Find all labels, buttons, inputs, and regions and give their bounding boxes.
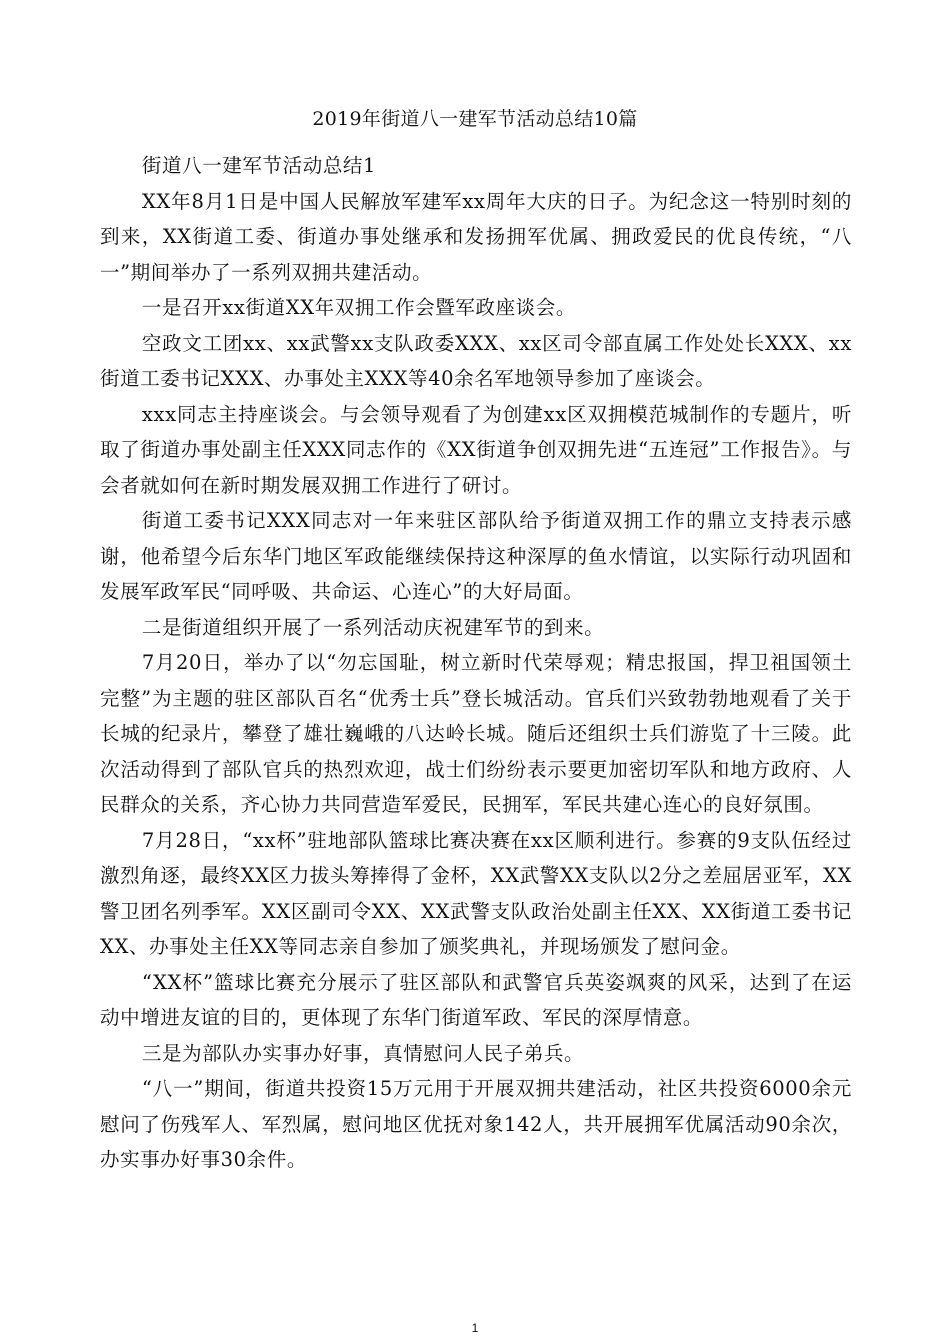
- paragraph: xxx同志主持座谈会。与会领导观看了为创建xx区双拥模范城制作的专题片，听取了街道办事处副主任XXX同志作的《XX街道争创双拥先进“五连冠”工作报告》。与会者就如何在新时期发展双拥工作进行了研讨。: [100, 402, 852, 497]
- paragraph: 7月28日，“xx杯”驻地部队篮球比赛决赛在xx区顺利进行。参赛的9支队伍经过激烈角逐，最终XX区力拔头筹捧得了金杯，XX武警XX支队以2分之差屈居亚军，XX警卫团名列季军。XX区副司令XX、XX武警支队政治处副主任XX、XX街道工委书记XX、办事处主任XX等同志亲自参加了颁奖典礼，并现场颁发了慰问金。: [100, 828, 852, 958]
- paragraph: 三是为部队办实事办好事，真情慰问人民子弟兵。: [141, 1041, 585, 1065]
- paragraph: XX年8月1日是中国人民解放军建军xx周年大庆的日子。为纪念这一特别时刻的到来，XX街道工委、街道办事处继承和发扬拥军优属、拥政爱民的优良传统，“八一”期间举办了一系列双拥共建活动。: [100, 189, 852, 284]
- paragraph: “XX杯”篮球比赛充分展示了驻区部队和武警官兵英姿飒爽的风采，达到了在运动中增进友谊的目的，更体现了东华门街道军政、军民的深厚情意。: [100, 970, 852, 1029]
- page-number: 1: [471, 1321, 479, 1335]
- paragraph: 空政文工团xx、xx武警xx支队政委XXX、xx区司令部直属工作处处长XXX、xx街道工委书记XXX、办事处主XXX等40余名军地领导参加了座谈会。: [100, 331, 852, 390]
- paragraph: 街道工委书记XXX同志对一年来驻区部队给予街道双拥工作的鼎立支持表示感谢，他希望今后东华门地区军政能继续保持这种深厚的鱼水情谊，以实际行动巩固和发展军政军民“同呼吸、共命运、心连心”的大好局面。: [100, 509, 852, 603]
- document-title: 2019年街道八一建军节活动总结10篇: [312, 108, 638, 130]
- paragraph: 二是街道组织开展了一系列活动庆祝建军节的到来。: [141, 615, 605, 639]
- paragraph: “八一”期间，街道共投资15万元用于开展双拥共建活动，社区共投资6000余元慰问了伤残军人、军烈属，慰问地区优抚对象142人，共开展拥军优属活动90余次，办实事办好事30余件。: [100, 1077, 852, 1171]
- paragraph: 一是召开xx街道XX年双拥工作会暨军政座谈会。: [141, 296, 576, 319]
- section-heading: 街道八一建军节活动总结1: [141, 154, 377, 177]
- document-body: [100, 148, 852, 1178]
- paragraph: 7月20日，举办了以“勿忘国耻，树立新时代荣辱观；精忠报国，捍卫祖国领土完整”为主题的驻区部队百名“优秀士兵”登长城活动。官兵们兴致勃勃地观看了关于长城的纪录片，攀登了雄壮巍峨的八达岭长城。随后还组织士兵们游览了十三陵。此次活动得到了部队官兵的热烈欢迎，战士们纷纷表示要更加密切军队和地方政府、人民群众的关系，齐心协力共同营造军爱民，民拥军，军民共建心连心的良好氛围。: [100, 651, 852, 816]
